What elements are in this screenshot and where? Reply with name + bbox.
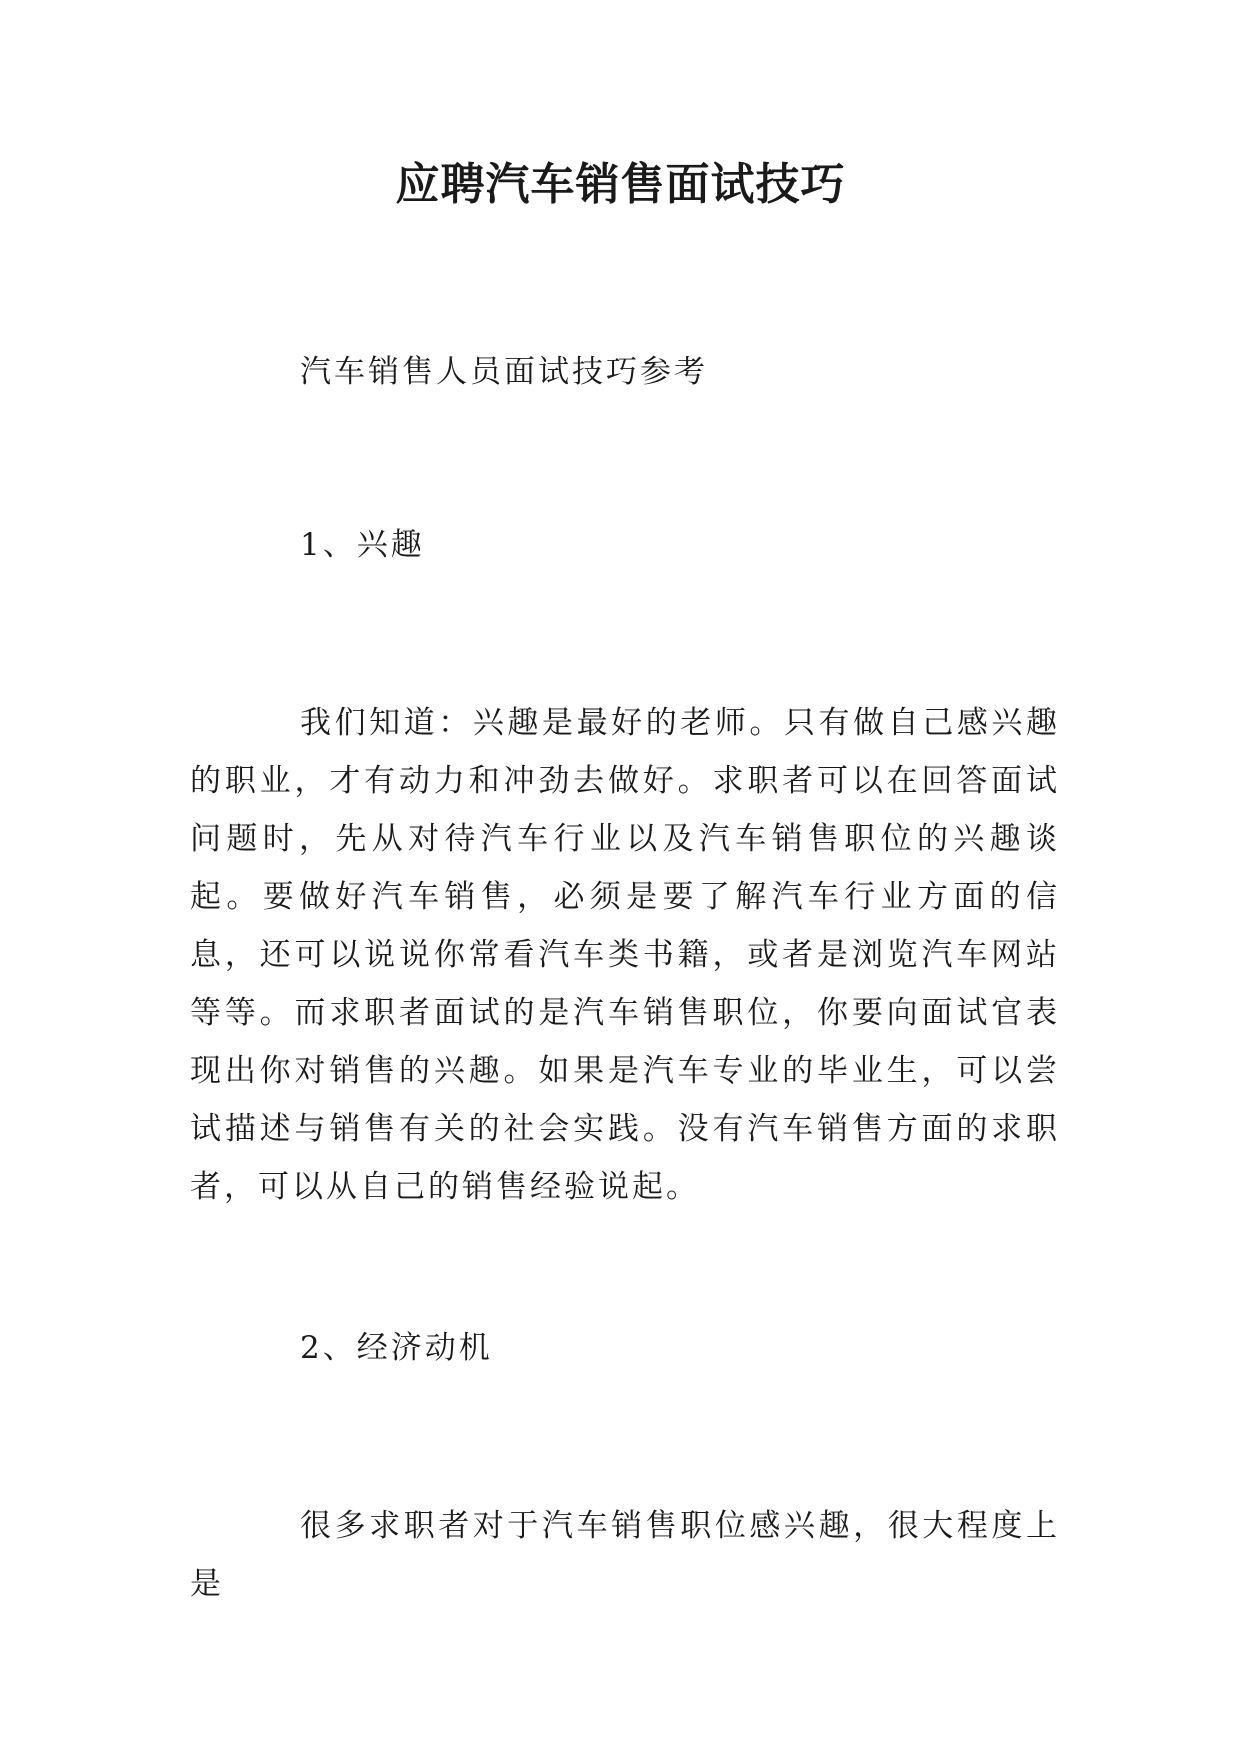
document-subtitle: 汽车销售人员面试技巧参考: [300, 354, 708, 390]
section-body: 很多求职者对于汽车销售职位感兴趣，很大程度上是: [190, 1508, 1060, 1602]
document-title: 应聘汽车销售面试技巧: [395, 159, 846, 210]
section-heading: 1、兴趣: [300, 527, 425, 563]
section-body: 我们知道：兴趣是最好的老师。只有做自己感兴趣的职业，才有动力和冲劲去做好。求职者可以在回答面试问题时，先从对待汽车行业以及汽车销售职位的兴趣谈起。要做好汽车销售，必须是要了解汽车行业方面的信息，还可以说说你常看汽车类书籍，或者是浏览汽车网站等等。而求职者面试的是汽车销售职位，你要向面试官表现出你对销售的兴趣。如果是汽车专业的毕业生，可以尝试描述与销售有关的社会实践。没有汽车销售方面的求职者，可以从自己的销售经验说起。: [190, 705, 1060, 1205]
section-heading: 2、经济动机: [300, 1330, 493, 1366]
